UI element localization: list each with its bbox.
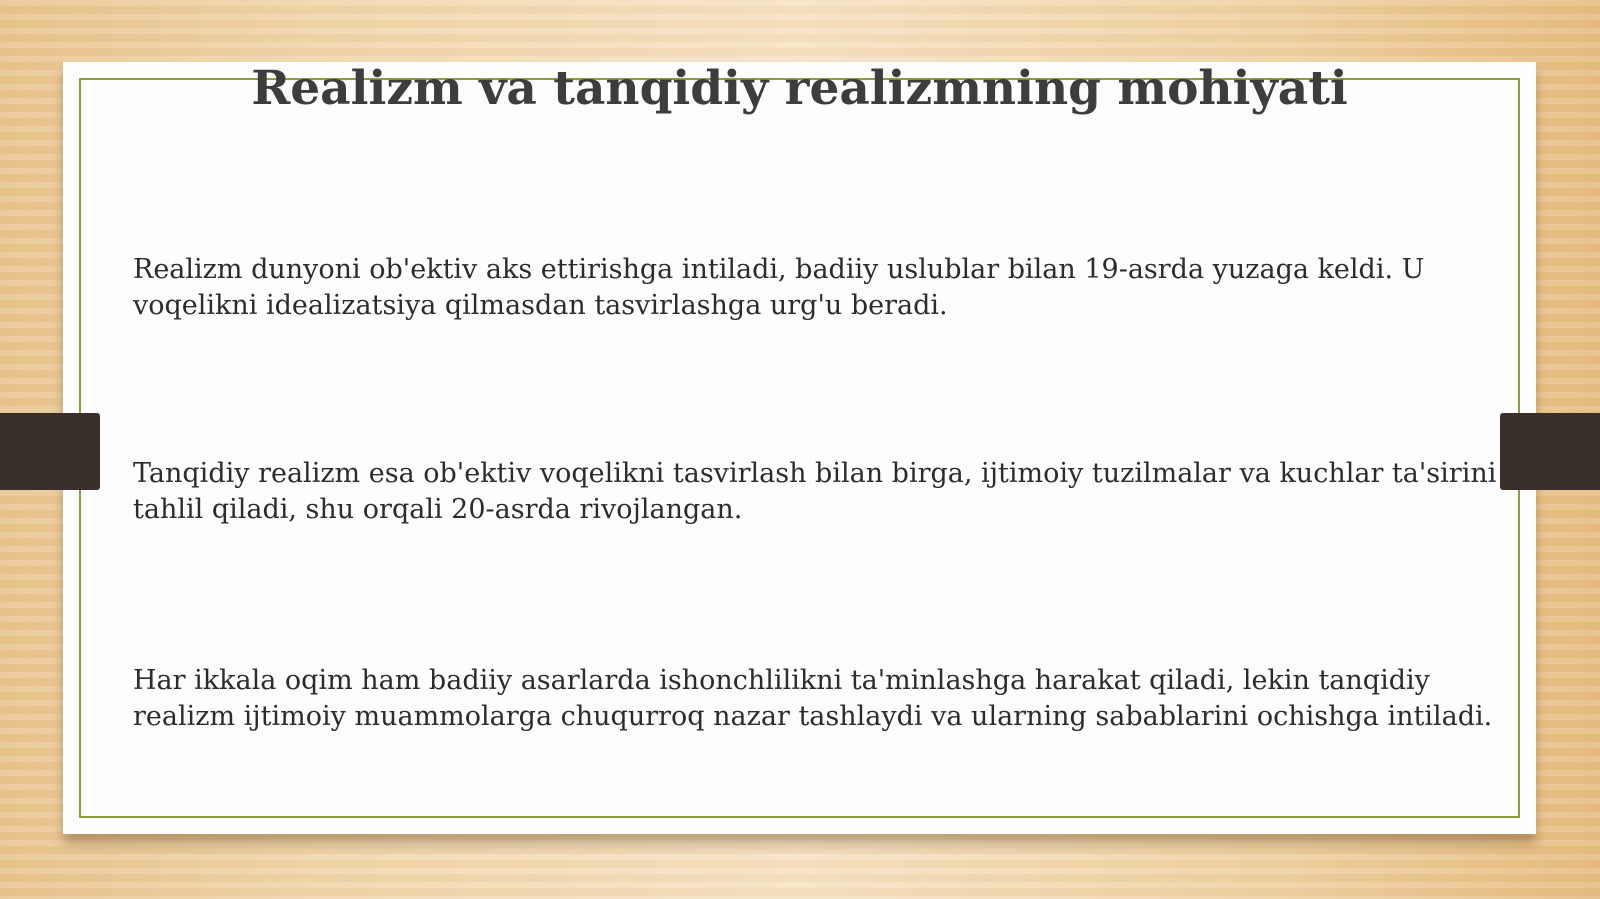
paragraph-realism: Realizm dunyoni ob'ektiv aks ettirishga intiladi, badiiy uslublar bilan 19-asrda yuzaga keldi. U voqelikni idealizatsiya qilmasdan tasvirlashga urg'u beradi.	[133, 254, 1425, 321]
left-binder-tab	[0, 413, 100, 490]
paragraph-comparison: Har ikkala oqim ham badiiy asarlarda ishonchlilikni ta'minlashga harakat qiladi, lekin tanqidiy realizm ijtimoiy muammolarga chuqurroq nazar tashlaydi va ularning sabablarini ochishga intiladi.	[133, 665, 1493, 732]
right-binder-tab	[1500, 413, 1600, 490]
paragraph-critical-realism: Tanqidiy realizm esa ob'ektiv voqelikni tasvirlash bilan birga, ijtimoiy tuzilmalar va kuchlar ta'sirini tahlil qiladi, shu orqali 20-asrda rivojlangan.	[133, 458, 1497, 525]
slide-title: Realizm va tanqidiy realizmning mohiyati	[251, 61, 1348, 116]
